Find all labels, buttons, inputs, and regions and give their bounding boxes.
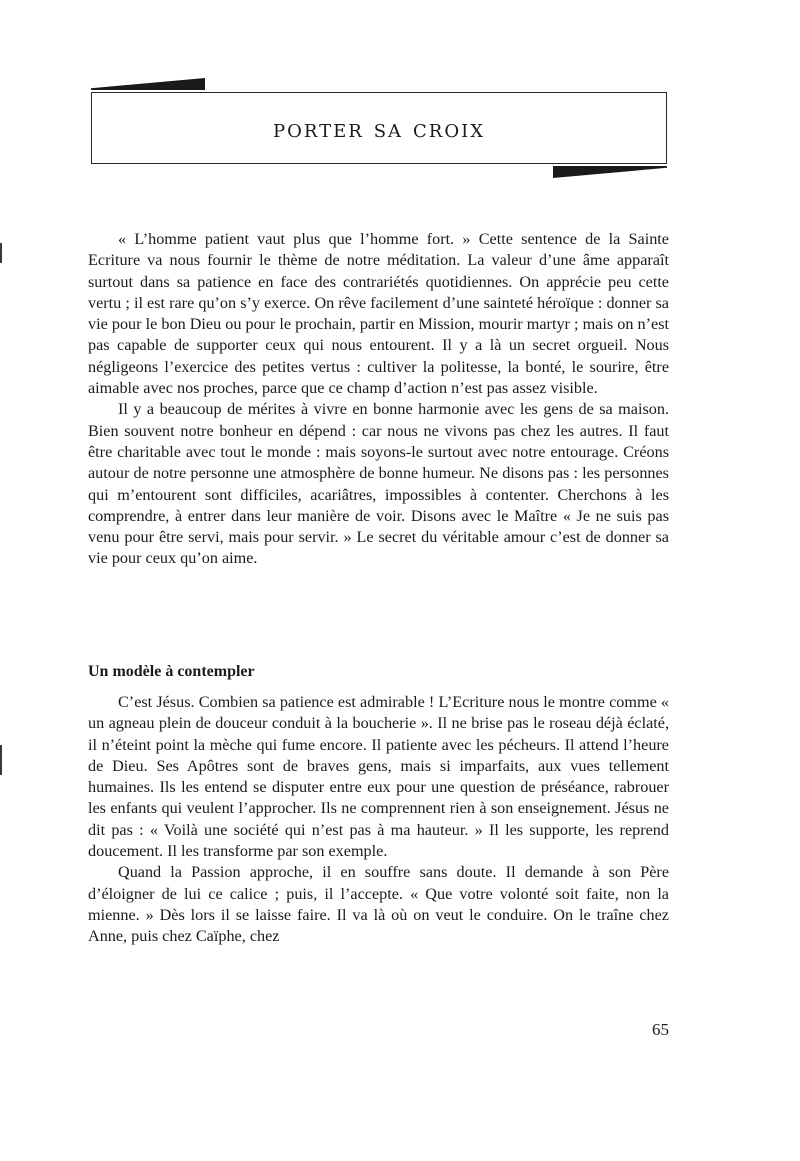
title-bar-top-decoration — [91, 78, 205, 90]
section-text — [88, 692, 669, 948]
paragraph: Quand la Passion approche, il en souffre sans doute. Il demande à son Père d’éloigner de lui ce calice ; puis, il l’accepte. « Que votre volonté soit faite, non la mienne. » Dès lors il se laisse faire. Il va là où on veut le conduire. On le traîne chez Anne, puis chez Caïphe, chez — [88, 863, 669, 946]
scan-artifact — [0, 745, 2, 775]
scan-artifact — [0, 243, 2, 263]
section-heading: Un modèle à contempler — [88, 663, 255, 680]
intro-text — [88, 229, 669, 570]
title-bar-bottom-decoration — [553, 166, 667, 178]
chapter-title: porter sa croix — [272, 113, 486, 143]
paragraph: C’est Jésus. Combien sa patience est admirable ! L’Ecriture nous le montre comme « un agneau plein de douceur conduit à la boucherie ». Il ne brise pas le roseau déjà éclaté, il n’éteint point la mèche qui fume encore. Il patiente avec les pécheurs. Il attend l’heure de Dieu. Ses Apôtres sont de braves gens, mais si imparfaits, aux vues tellement humaines. Ils les entend se disputer entre eux pour une question de préséance, rabrouer les enfants qui veulent l’approcher. Ils ne comprennent rien à son enseignement. Jésus ne dit pas : « Voilà une société qui n’est pas à ma hauteur. » Il les supporte, les reprend doucement. Il les transforme par son exemple. — [88, 693, 669, 861]
paragraph: « L’homme patient vaut plus que l’homme fort. » Cette sentence de la Sainte Ecriture va nous fournir le thème de notre méditation. La valeur d’une âme apparaît surtout dans sa patience en face des contrariétés quotidiennes. On apprécie peu cette vertu ; il est rare qu’on s’y exerce. On rêve facilement d’une sainteté héroïque : donner sa vie pour le bon Dieu ou pour le prochain, partir en Mission, mourir martyr ; mais on n’est pas capable de supporter ceux qui nous entourent. Il y a là un secret orgueil. Nous négligeons l’exercice des petites vertus : cultiver la politesse, la bonté, le sourire, être aimable avec nos proches, parce que ce champ d’action n’est pas assez visible. — [88, 230, 669, 398]
page-number: 65 — [652, 1020, 669, 1039]
paragraph: Il y a beaucoup de mérites à vivre en bonne harmonie avec les gens de sa maison. Bien souvent notre bonheur en dépend : car nous ne vivons pas chez les autres. Il faut être charitable avec tout le monde : mais soyons-le surtout avec notre entourage. Créons autour de notre personne une atmosphère de bonne humeur. Ne disons pas : les personnes qui m’entourent sont difficiles, acariâtres, impossibles à contenter. Cherchons à les comprendre, à entrer dans leur manière de voir. Disons avec le Maître « Je ne suis pas venu pour être servi, mais pour servir. » Le secret du véritable amour c’est de donner sa vie pour ceux qu’on aime. — [88, 400, 669, 568]
